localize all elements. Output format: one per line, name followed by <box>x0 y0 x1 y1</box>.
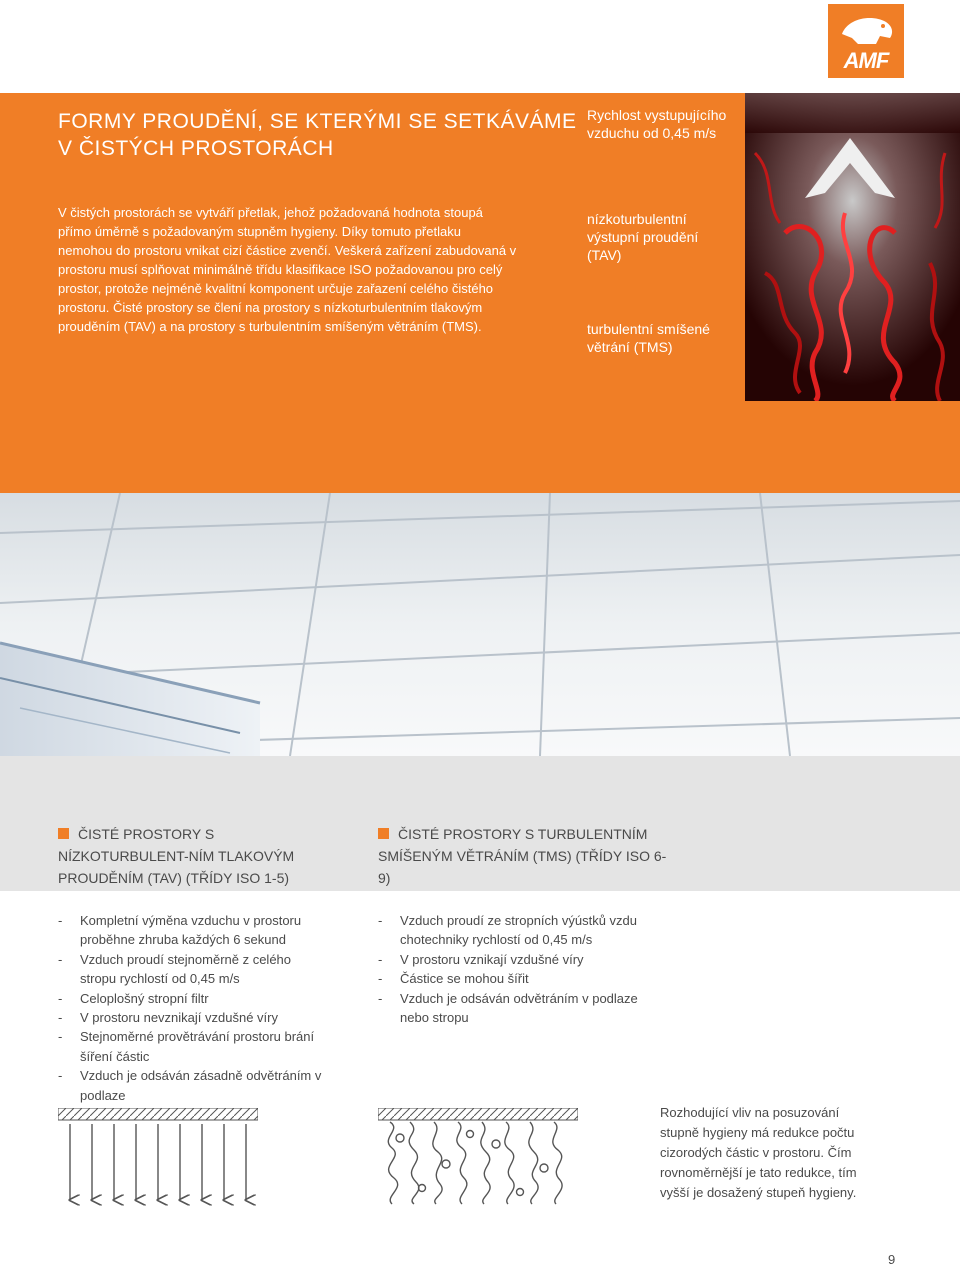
airflow-visualization-image <box>745 93 960 401</box>
hygiene-note: Rozhodující vliv na posuzování stupně hygieny má redukce počtu cizorodých částic v prostoru. Čím rovnoměrnější je tato redukce, tím vyšší je dosažený stupeň hygieny. <box>660 1105 857 1200</box>
ceiling-photo <box>0 493 960 756</box>
list-item: - Částice se mohou šířit <box>378 969 648 988</box>
turbulent-flow-diagram <box>378 1108 578 1208</box>
logo-text: AMF <box>843 48 889 73</box>
list-item: - Kompletní výměna vzduchu v prostoru proběhne zhruba každých 6 sekund <box>58 911 328 950</box>
list-item: - Celoplošný stropní filtr <box>58 989 328 1008</box>
left-bullet-list <box>58 911 328 1105</box>
right-bullet-list <box>378 911 648 1027</box>
list-item: - V prostoru nevznikají vzdušné víry <box>58 1008 328 1027</box>
intro-p2: Veškerá zařízení zabudovaná v prostoru musí splňovat minimálně třídu klasifikace ISO požadovanou pro celý prostor, protože nejméně kvalitní komponent určuje zařazení celého čistého prostoru. <box>58 243 517 315</box>
speed-label: Rychlost vystupujícího vzduchu od 0,45 m/s <box>587 107 727 141</box>
amf-logo <box>828 4 904 78</box>
intro-p3: Čisté prostory se člení na prostory s nízkoturbulentním tlakovým prouděním (TAV) a na prostory s turbulentním smíšeným větráním (TMS). <box>58 300 483 334</box>
laminar-flow-diagram <box>58 1108 258 1208</box>
intro-p1: V čistých prostorách se vytváří přetlak, jehož požadovaná hodnota stoupá přímo úměrně s požadovaným stupněm hygieny. Díky tomuto přetlaku nemohou do prostoru vnikat cizí částice zvenčí. <box>58 205 483 258</box>
list-item: - Vzduch je odsáván zásadně odvětráním v podlaze <box>58 1066 328 1105</box>
intro-text <box>58 203 518 336</box>
list-item: - Vzduch proudí ze stropních výústků vzdu chotechniky rychlostí od 0,45 m/s <box>378 911 648 950</box>
list-item: - V prostoru vznikají vzdušné víry <box>378 950 648 969</box>
list-item: - Vzduch je odsáván odvětráním v podlaze nebo stropu <box>378 989 648 1028</box>
list-item: - Vzduch proudí stejnoměrně z celého stropu rychlostí od 0,45 m/s <box>58 950 328 989</box>
left-section-heading: ČISTÉ PROSTORY S NÍZKOTURBULENT-NÍM TLAKOVÝM PROUDĚNÍM (TAV) (TŘÍDY ISO 1-5) <box>58 826 295 886</box>
list-item: - Stejnoměrné provětrávání prostoru brání šíření částic <box>58 1027 328 1066</box>
page-title: FORMY PROUDĚNÍ, SE KTERÝMI SE SETKÁVÁME V ČISTÝCH PROSTORÁCH <box>58 110 577 160</box>
orange-square-bullet-icon <box>58 828 69 839</box>
tms-label: turbulentní smíšené větrání (TMS) <box>587 321 710 355</box>
page-number: 9 <box>888 1252 896 1267</box>
orange-square-bullet-icon <box>378 828 389 839</box>
right-section-heading: ČISTÉ PROSTORY S TURBULENTNÍM SMÍŠENÝM VĚTRÁNÍM (TMS) (TŘÍDY ISO 6-9) <box>378 826 667 886</box>
tav-label: nízkoturbulentní výstupní proudění (TAV) <box>587 211 699 263</box>
